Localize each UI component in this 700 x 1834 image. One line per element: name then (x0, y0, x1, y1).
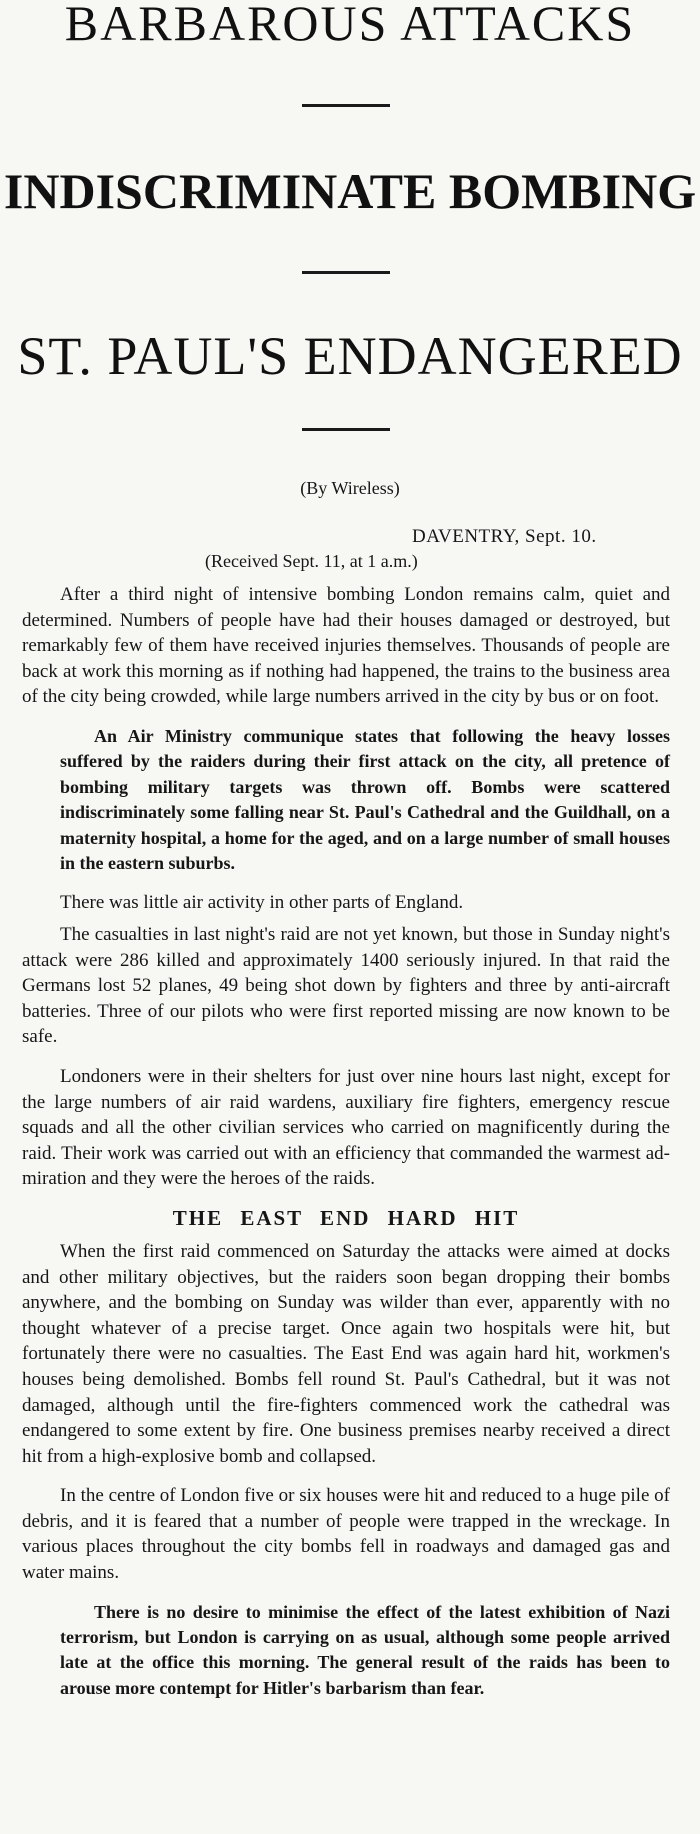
byline: (By Wireless) (300, 478, 400, 498)
dateline: DAVENTRY, Sept. 10. (412, 526, 597, 547)
paragraph: There was little air activity in other parts of England. (60, 892, 464, 914)
headline-indiscriminate-bombing: INDISCRIMINATE BOMBING (3, 163, 697, 219)
paragraph: In the centre of London five or six houses were hit and reduced to a huge pile of debris, and it is feared that a number of people were trapped in the wreckage. In various places throughout the city bombs fell in roadways and damaged gas and water mains. (22, 1485, 670, 1584)
headline-divider (302, 271, 390, 274)
paragraph: After a third night of intensive bombing London remains calm, quiet and determined. Numbers of people have had their houses damaged or destroyed, but remarkably few of them have received injuries themselves. Thousands of people are back at work this morning as if nothing had happened, the trains to the business area of the city being crowded, while large numbers arrived in the city by bus or on foot. (22, 584, 670, 708)
paragraph: When the first raid commenced on Saturday the attacks were aimed at docks and other military objectives, but the raiders soon began dropping their bombs anywhere, and the bombing on Sunday was wilder than ever, apparently with no thought whatever of a precise target. Once again two hospitals were hit, but fortunately there were no casualties. The East End was again hard hit, workmen's houses being demolished. Bombs fell round St. Paul's Cathedral, but it was not damaged, although until the fire-fighters commenced work the cathedral was endangered to some extent by fire. One business premises nearby received a direct hit from a high-explosive bomb and collapsed. (22, 1240, 670, 1467)
received-note: (Received Sept. 11, at 1 a.m.) (205, 551, 418, 571)
headline-st-pauls-endangered: ST. PAUL'S ENDANGERED (17, 326, 683, 386)
paragraph: Londoners were in their shelters for just over nine hours last night, except for the large numbers of air raid wardens, auxiliary fire fighters, emergency rescue squads and all the other civilian services who carried on magnificently during the raid. Their work was carried out with an efficiency that commanded the warmest admiration and they were the heroes of the raids. (22, 1065, 670, 1190)
headline-barbarous-attacks: BARBAROUS ATTACKS (64, 0, 636, 51)
article-body (22, 582, 670, 1715)
paragraph: The casualties in last night's raid are not yet known, but those in Sunday night's attack were 286 killed and approximately 1400 seriously injured. In that raid the Germans lost 52 planes, 49 being shot down by fighters and three by anti-aircraft batteries. Three of our pilots who were first reported missing are now known to be safe. (22, 924, 670, 1048)
headline-divider (302, 104, 390, 107)
communique-paragraph: An Air Ministry communique states that following the heavy losses suffered by the raiders during their first attack on the city, all pretence of bombing military targets was thrown off. Bombs were scattered indiscriminately some falling near St. Paul's Cathedral and the Guildhall, on a maternity hospital, a home for the aged, and on a large number of small houses in the eastern suburbs. (60, 725, 670, 873)
closing-paragraph: There is no desire to minimise the effect of the latest exhibition of Nazi terrorism, but London is carrying on as usual, although some people arrived late at the office this morning. The general result of the raids has been to arouse more contempt for Hitler's barbarism than fear. (60, 1601, 670, 1698)
headline-divider (302, 428, 390, 431)
section-subhead: THE EAST END HARD HIT (172, 1205, 520, 1230)
